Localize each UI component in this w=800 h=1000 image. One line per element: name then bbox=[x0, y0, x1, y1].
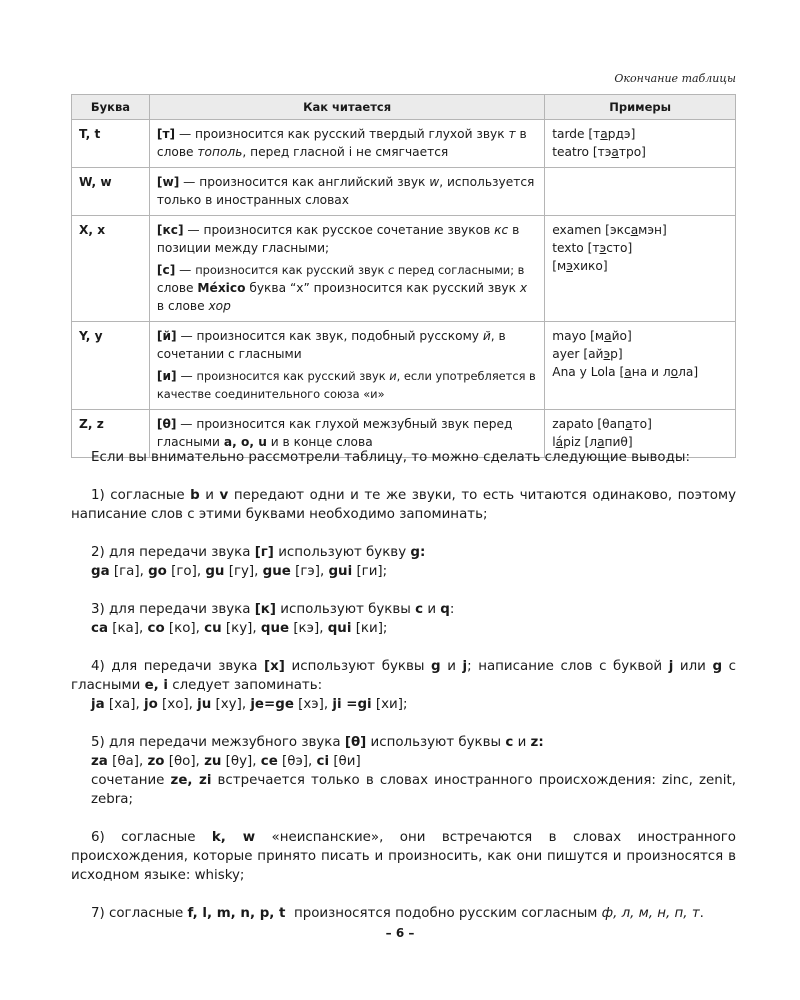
conclusion-text: 2) для передачи звука [г] используют букву g: bbox=[91, 545, 426, 560]
reading-text: [и] — произносится как русский звук и, если употребляется в качестве соединительного союза «и» bbox=[156, 369, 536, 401]
letter-cell: T, t bbox=[72, 120, 150, 168]
conclusion-item bbox=[71, 486, 736, 524]
intro-paragraph: Если вы внимательно рассмотрели таблицу, то можно сделать следующие выводы: bbox=[91, 450, 690, 465]
table-header-row bbox=[72, 95, 736, 120]
conclusion-text: 5) для передачи межзубного звука [θ] используют буквы c и z: bbox=[91, 735, 544, 750]
reading-text: [θ] — произносится как глухой межзубный звук перед гласными a, o, u и в конце слова bbox=[156, 417, 513, 449]
examples-cell bbox=[545, 120, 736, 168]
examples-cell bbox=[545, 216, 736, 322]
table-row bbox=[72, 322, 736, 410]
table-row bbox=[72, 168, 736, 216]
conclusion-text: 3) для передачи звука [к] используют буквы c и q: bbox=[91, 602, 455, 617]
letter-cell: Y, y bbox=[72, 322, 150, 410]
reading-text: [й] — произносится как звук, подобный русскому й, в сочетании с гласными bbox=[156, 329, 506, 361]
example-item: Ana y Lola [ана и лола] bbox=[552, 365, 699, 379]
conclusion-text: 7) согласные f, l, m, n, p, t произносятся подобно русским согласным ф, л, м, н, п, т. bbox=[91, 906, 704, 921]
conclusion-example-line: ca [ка], co [ко], cu [ку], que [кэ], qui [ки]; bbox=[91, 621, 388, 636]
conclusion-example-line: ga [га], go [го], gu [гу], gue [гэ], gui [ги]; bbox=[91, 564, 388, 579]
conclusion-text: 1) согласные b и v передают одни и те же звуки, то есть читаются одинаково, поэтому написание слов с этими буквами необходимо запоминать; bbox=[71, 488, 736, 522]
table-row bbox=[72, 216, 736, 322]
conclusion-item bbox=[71, 543, 736, 581]
example-item: mayo [майо] bbox=[552, 329, 632, 343]
header-letter: Буква bbox=[72, 95, 150, 120]
conclusion-example-line: сочетание ze, zi встречается только в словах иностранного происхождения: zinc, zenit, zebra; bbox=[91, 773, 736, 807]
reading-text: [с] — произносится как русский звук с перед согласными; в слове México буква “x” произносится как русский звук х в слове хор bbox=[156, 263, 528, 313]
conclusion-example-line: za [θа], zo [θо], zu [θу], ce [θэ], ci [θи] bbox=[91, 754, 361, 769]
page-number: – 6 – bbox=[385, 926, 415, 940]
reading-cell bbox=[149, 168, 544, 216]
reading-text: [кс] — произносится как русское сочетание звуков кс в позиции между гласными; bbox=[156, 223, 520, 255]
example-item: lápiz [лапиθ] bbox=[552, 435, 633, 449]
conclusion-item bbox=[71, 904, 736, 923]
example-item: [мэхико] bbox=[552, 259, 608, 273]
conclusion-item bbox=[71, 657, 736, 714]
table-continuation-caption: Окончание таблицы bbox=[614, 72, 736, 85]
conclusion-item bbox=[71, 733, 736, 809]
examples-cell bbox=[545, 322, 736, 410]
conclusion-text: 4) для передачи звука [х] используют буквы g и j; написание слов с буквой j или g с гласными e, i следует запоминать: bbox=[71, 659, 737, 693]
reading-cell bbox=[149, 120, 544, 168]
table-row bbox=[72, 120, 736, 168]
letter-cell: W, w bbox=[72, 168, 150, 216]
example-item: texto [тэсто] bbox=[552, 241, 633, 255]
pronunciation-table bbox=[71, 94, 736, 458]
examples-cell bbox=[545, 168, 736, 216]
conclusion-example-line: ja [ха], jo [хо], ju [ху], je=ge [хэ], ji =gi [хи]; bbox=[91, 697, 408, 712]
conclusion-text: 6) согласные k, w «неиспанские», они встречаются в словах иностранного происхождения, которые принято писать и произносить, как они пишутся и произносятся в исходном языке: whisky; bbox=[71, 830, 736, 883]
reading-text: [т] — произносится как русский твердый глухой звук т в слове тополь, перед гласной i не смягчается bbox=[156, 127, 527, 159]
letter-cell: X, x bbox=[72, 216, 150, 322]
header-reading: Как читается bbox=[149, 95, 544, 120]
example-item: examen [эксамэн] bbox=[552, 223, 667, 237]
header-examples: Примеры bbox=[545, 95, 736, 120]
example-item: tarde [тардэ] bbox=[552, 127, 636, 141]
letter-cell: Z, z bbox=[72, 410, 150, 458]
reading-cell bbox=[149, 322, 544, 410]
conclusion-item bbox=[71, 828, 736, 885]
reading-cell bbox=[149, 216, 544, 322]
example-item: zapato [θапато] bbox=[552, 417, 652, 431]
reading-text: [w] — произносится как английский звук w, используется только в иностранных словах bbox=[156, 175, 535, 207]
example-item: ayer [айэр] bbox=[552, 347, 623, 361]
example-item: teatro [тэатро] bbox=[552, 145, 646, 159]
conclusion-item bbox=[71, 600, 736, 638]
conclusions-text bbox=[71, 448, 736, 942]
